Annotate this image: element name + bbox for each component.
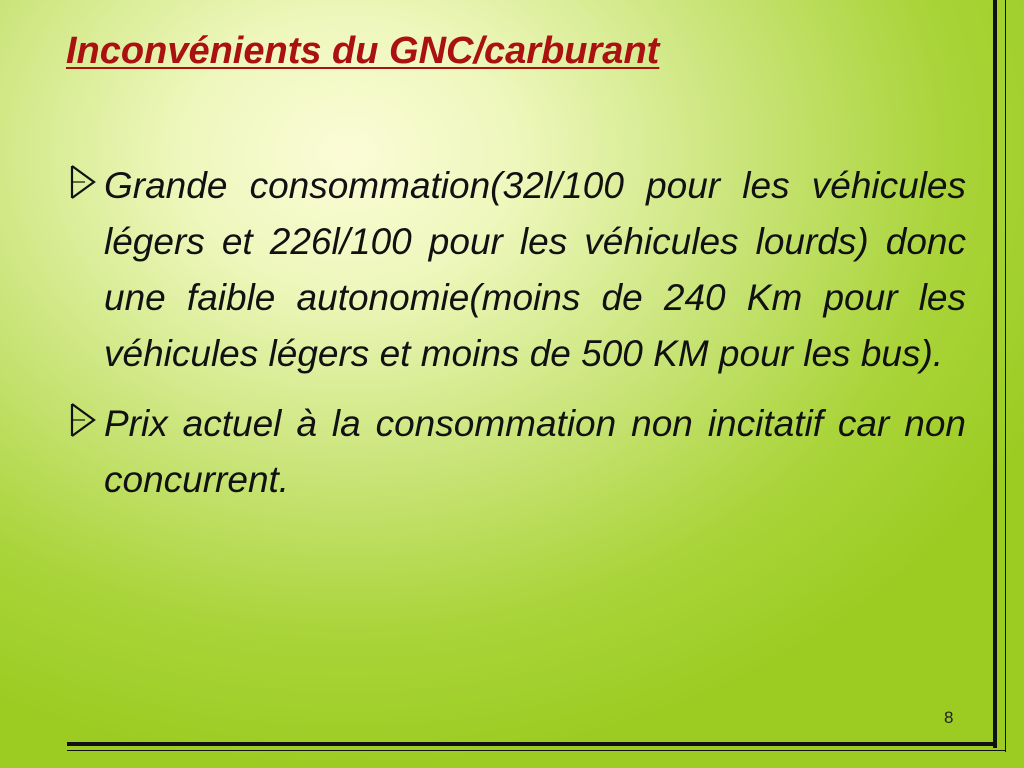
- right-border-thick: [993, 0, 997, 748]
- bottom-border-thin: [67, 750, 1006, 751]
- arrow-bullet-icon: [68, 400, 98, 440]
- bullet-list: [66, 158, 966, 522]
- slide-title: Inconvénients du GNC/carburant: [66, 30, 660, 72]
- page-number: 8: [944, 708, 954, 727]
- bullet-text: Prix actuel à la consommation non incitatif car non concurrent.: [104, 403, 966, 500]
- arrow-bullet-icon: [68, 162, 98, 202]
- bullet-item: [66, 396, 966, 508]
- right-border-thin: [1005, 0, 1006, 752]
- bottom-border-thick: [67, 742, 997, 746]
- bullet-item: [66, 158, 966, 382]
- bullet-text: Grande consommation(32l/100 pour les véhicules légers et 226l/100 pour les véhicules lourds) donc une faible autonomie(moins de 240 Km pour les véhicules légers et moins de 500 KM pour les bus).: [104, 165, 966, 374]
